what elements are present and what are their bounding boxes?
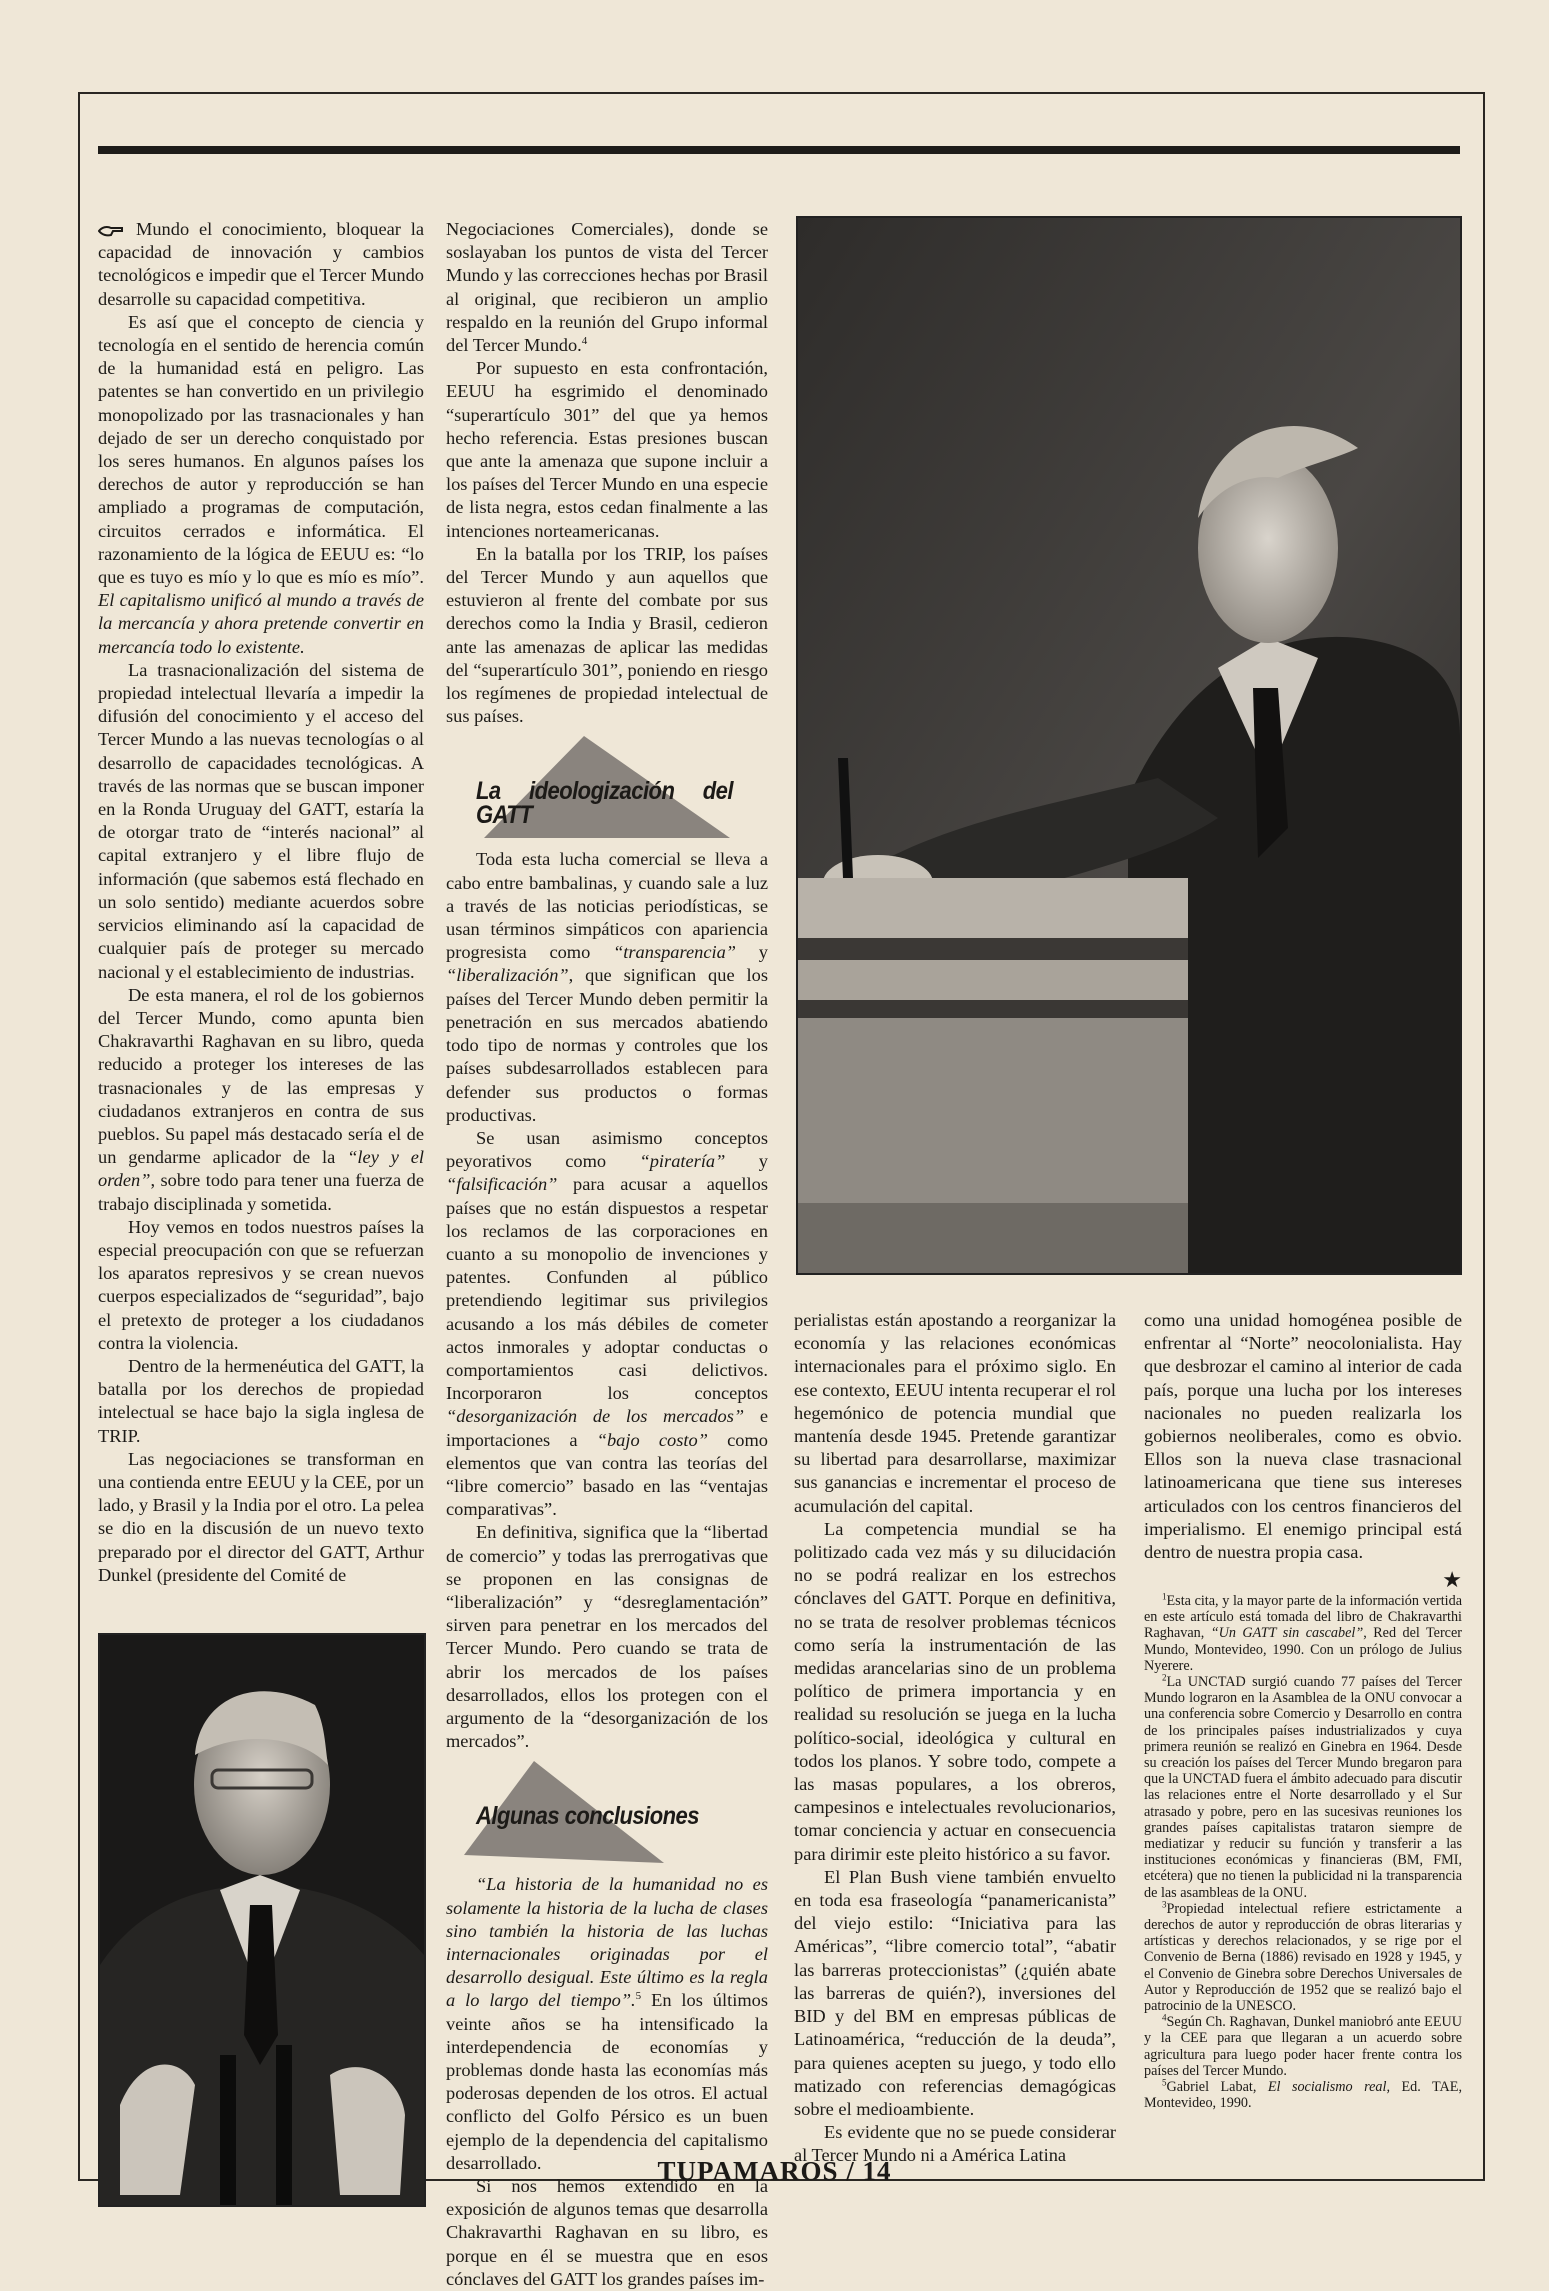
paragraph xyxy=(794,1518,1116,1866)
paragraph-text: Por supuesto en esta confrontación, EEUU ha esgrimido el denominado “superartículo 301” del que ya hemos hecho referencia. Estas presiones buscan que ante la amenaza que supone incluir a los países del Tercer Mundo en una especie de lista negra, estos cedan finalmente a las intenciones norteamericanas. xyxy=(446,358,768,541)
paragraph-text: y xyxy=(758,1151,768,1172)
paragraph-text: La trasnacionalización del sistema de propiedad intelectual llevaría a impedir la difusión del conocimiento y el acceso del Tercer Mundo a las nuevas tecnologías o al desarrollo de capacidades tecnológicas. A través de las normas que se buscan imponer en la Ronda Uruguay del GATT, estaría la de otorgar trato de “interés nacional” al capital extranjero y el libre flujo de información (que sabemos está flechado en un solo sentido) mediante acuerdos sobre servicios eliminando así la capacidad de cualquier país de proteger su mercado nacional y el establecimiento de industrias. xyxy=(98,659,424,982)
paragraph-text: para acusar a aquellos países que no están dispuestos a respetar los reclamos de las corporaciones en cuanto a su monopolio de invenciones y patentes. Confunden al público pretendiendo legitimar sus privilegios acusando a los más débiles de cometer actos inmorales y adoptar conductas o comportamientos casi delictivos. Incorporaron los conceptos xyxy=(446,1174,768,1404)
paragraph xyxy=(794,1866,1116,2121)
paragraph xyxy=(446,543,768,729)
paragraph-text: como elementos que van contra las teorías del “libre comercio” basado en las “ventajas comparativas”. xyxy=(446,1429,768,1520)
article-column-4 xyxy=(1144,1309,1462,1591)
footnote xyxy=(1144,1901,1462,2014)
photo-speaker-at-podium xyxy=(796,216,1462,1275)
paragraph xyxy=(98,984,424,1216)
page-footer: TUPAMAROS / 14 xyxy=(657,2156,892,2186)
paragraph-text: Se usan asimismo conceptos peyorativos como xyxy=(446,1127,768,1172)
footnote-text: Ed. TAE, Montevideo, 1990. xyxy=(1144,2079,1462,2112)
top-rule xyxy=(98,146,1460,154)
paragraph xyxy=(446,1127,768,1521)
footnote-number: 5 xyxy=(1162,2077,1167,2088)
footnote xyxy=(1144,1674,1462,1901)
emphasis-text: “falsificación” xyxy=(446,1174,558,1195)
photo-speaker-portrait xyxy=(98,1633,426,2207)
footnote-text: Gabriel Labat, xyxy=(1166,2079,1257,2096)
section-heading-ideologizacion xyxy=(446,734,768,838)
paragraph-text: En definitiva, significa que la “libertad de comercio” y todas las prerrogativas que se proponen en las consignas de “liberalización” y “desreglamentación” sirven para penetrar en los mercados del Tercer Mundo. Pero cuando se trata de abrir los mercados de los países desarrollados, ellos los protegen con el argumento de la “desorganización de los mercados”. xyxy=(446,1522,768,1752)
paragraph xyxy=(794,1309,1116,1518)
footnote-text: La UNCTAD surgió cuando 77 países del Tercer Mundo lograron en la Asamblea de la ONU convocar a una conferencia sobre Comercio y Desarrollo en contra de los principales países industrializados y cuya primera reunión se realizó en Ginebra en 1964. Desde su creación los países del Tercer Mundo bregaron para que la UNCTAD fuera el ámbito adecuado para discutir las relaciones entre el Norte desarrollado y el Sur atrasado y pobre, pero en las sucesivas reuniones los grandes países capitalistas trataron siempre de mediatizar y reducir su función y transferir a las instituciones económicas y financieras (BM, FMI, etcétera) que no tienen la publicidad ni la transparencia de las asambleas de la ONU. xyxy=(1144,1674,1462,1901)
section-heading-conclusiones xyxy=(446,1759,768,1863)
footnote-number: 1 xyxy=(1162,1591,1167,1602)
paragraph-text: De esta manera, el rol de los gobiernos del Tercer Mundo, como apunta bien Chakravarthi Raghavan en su libro, queda reducido a proteger los intereses de las trasnacionales y de las empresas y ciudadanos extranjeros en contra de sus pueblos. Su papel más destacado sería el de un gendarme aplicador de la xyxy=(98,984,424,1168)
footnote-number: 2 xyxy=(1162,1672,1167,1683)
section-heading-text: Algunas conclusiones xyxy=(476,1802,699,1831)
paragraph xyxy=(1144,1309,1462,1564)
emphasis-text: “ley y el orden” xyxy=(98,1147,424,1191)
emphasis-text: “transparencia” xyxy=(613,942,737,963)
article-column-3 xyxy=(794,1309,1116,2168)
pointing-hand-icon xyxy=(98,224,124,238)
paragraph xyxy=(98,1355,424,1448)
paragraph-text: En la batalla por los TRIP, los países del Tercer Mundo y aun aquellos que estuvieron al frente del combate por sus derechos como la India y Brasil, cedieron ante las amenazas de aplicar las medidas del “superartículo 301”, poniendo en riesgo los regímenes de propiedad intelectual de sus países. xyxy=(446,543,768,727)
emphasis-text: “liberalización” xyxy=(446,965,569,986)
emphasis-text: “piratería” xyxy=(639,1151,726,1172)
paragraph-text: Si nos hemos extendido en la exposición de algunos temas que desarrolla Chakravarthi Raghavan en su libro, es porque en él se muestra que en esos cónclaves del GATT los grandes países im- xyxy=(446,2176,768,2289)
quote-text: “La historia de la humanidad no es solamente la historia de la lucha de clases sino también la historia de las luchas internacionales originadas por el desarrollo desigual. Este último es la regla a lo largo del tiempo”. xyxy=(446,1874,768,2011)
footnote xyxy=(1144,2079,1462,2111)
footnote-italic: El socialismo real, xyxy=(1267,2079,1390,2096)
paragraph-text: Mundo el conocimiento, bloquear la capacidad de innovación y cambios tecnológicos e impedir que el Tercer Mundo desarrolle su capacidad competitiva. xyxy=(98,219,424,309)
footnote xyxy=(1144,2014,1462,2079)
paragraph xyxy=(446,848,768,1126)
paragraph-text: e importaciones a xyxy=(446,1406,768,1450)
footnote-text: Según Ch. Raghavan, Dunkel maniobró ante EEUU y la CEE para que llegaran a un acuerdo sobre agricultura para luego poder hacer frente contra los países del Tercer Mundo. xyxy=(1144,2014,1462,2079)
paragraph-text: Negociaciones Comerciales), donde se soslayaban los puntos de vista del Tercer Mundo y las correcciones hechas por Brasil al original, que recibieron un amplio respaldo en la reunión del Grupo informal del Tercer Mundo. xyxy=(446,219,768,356)
paragraph-text: , sobre todo para tener una fuerza de trabajo disciplinada y sometida. xyxy=(98,1170,424,1214)
footnotes xyxy=(1144,1593,1462,2112)
paragraph xyxy=(446,2175,768,2291)
paragraph-text: Las negociaciones se transforman en una contienda entre EEUU y la CEE, por un lado, y Brasil y la India por el otro. La pelea se dio en la discusión de un nuevo texto preparado por el director del GATT, Arthur Dunkel (presidente del Comité de xyxy=(98,1448,424,1585)
article-column-2 xyxy=(446,218,768,2291)
paragraph xyxy=(446,1873,768,2175)
paragraph-text: como una unidad homogénea posible de enfrentar al “Norte” neocolonialista. Hay que desbrozar el camino al interior de cada país, porque una lucha por los intereses nacionales no pueden realizarla los gobiernos neoliberales, como es obvio. Ellos son la nueva clase trasnacional latinoamericana que tiene sus intereses articulados con los centros financieros del imperialismo. El enemigo principal está dentro de nuestra propia casa. xyxy=(1144,1310,1462,1563)
footnote-number: 4 xyxy=(1162,2012,1167,2023)
footnote-text: , Red del Tercer Mundo, Montevideo, 1990. Con un prólogo de Julius Nyerere. xyxy=(1144,1625,1463,1674)
emphasis-text: “bajo costo” xyxy=(596,1429,708,1450)
paragraph-text: Hoy vemos en todos nuestros países la especial preocupación con que se refuerzan los aparatos represivos y se crean nuevos cuerpos especializados de “seguridad”, bajo el pretexto de proteger a los ciudadanos contra la violencia. xyxy=(98,1216,424,1353)
paragraph-text: El Plan Bush viene también envuelto en toda esa fraseología “panamericanista” del viejo estilo: “Iniciativa para las Américas”, “libre comercio total”, “abatir las barreras proteccionistas” (¿quién abate las barreras de quién?), inversiones del BID y del BM en empresas públicas de Latinoamérica, “reducción de la deuda”, para quienes acepten su juego, y todo ello matizado con referencias demagógicas sobre el medioambiente. xyxy=(794,1866,1116,2119)
paragraph-text: , que significan que los países del Tercer Mundo deben permitir la penetración en sus mercados abatiendo todo tipo de normas y controles que los países subdesarrollados establecen para defender sus productos o formas productivas. xyxy=(446,965,768,1125)
paragraph-text: En los últimos veinte años se ha intensificado la interdependencia de economías y problemas donde hasta las economías más poderosas dependen de los otros. El actual conflicto del Golfo Pérsico es un buen ejemplo de la dependencia del capitalismo desarrollado. xyxy=(446,1990,768,2173)
emphasis-text: El capitalismo unificó al mundo a través de la mercancía y ahora pretende convertir en mercancía todo lo existente. xyxy=(98,590,424,657)
photo-image xyxy=(100,1635,424,2205)
paragraph-text: Es evidente que no se puede considerar al Tercer Mundo ni a América Latina xyxy=(794,2122,1116,2166)
paragraph xyxy=(446,1521,768,1753)
footnote-ref: 5 xyxy=(635,1990,642,2003)
article-column-1 xyxy=(98,218,424,1587)
footnote-text: Esta cita, y la mayor parte de la información vertida en este artículo está tomada del libro de Chakravarthi Raghavan, xyxy=(1144,1593,1462,1642)
paragraph-text: Toda esta lucha comercial se lleva a cabo entre bambalinas, y cuando sale a luz a través de las noticias periodísticas, se usan términos simpáticos con apariencia progresista como xyxy=(446,849,768,963)
paragraph-text: Es así que el concepto de ciencia y tecnología en el sentido de herencia común de la humanidad está en peligro. Las patentes se han convertido en un privilegio monopolizado por las trasnacionales y han dejado de ser un derecho conquistado por los seres humanos. En algunos países los derechos de autor y reproducción se han ampliado a programas de computación, circuitos cerrados e informática. El razonamiento de la lógica de EEUU es: “lo que es tuyo es mío y lo que es mío es mío”. xyxy=(98,311,424,588)
paragraph xyxy=(98,311,424,659)
paragraph xyxy=(98,218,424,311)
star-icon: ★ xyxy=(1442,1567,1462,1593)
paragraph xyxy=(98,1216,424,1355)
paragraph-text: y xyxy=(758,942,768,963)
footnote-ref: 4 xyxy=(581,334,588,347)
photo-image xyxy=(798,218,1460,1273)
paragraph-text: Dentro de la hermenéutica del GATT, la batalla por los derechos de propiedad intelectual se hace bajo la sigla inglesa de TRIP. xyxy=(98,1355,424,1446)
emphasis-text: “desorganización de los mercados” xyxy=(446,1406,745,1427)
section-heading-text: La ideologización del GATT xyxy=(476,777,733,829)
paragraph xyxy=(98,1448,424,1587)
paragraph xyxy=(98,659,424,984)
footnote xyxy=(1144,1593,1462,1674)
paragraph xyxy=(446,218,768,357)
footnote-number: 3 xyxy=(1162,1899,1167,1910)
paragraph xyxy=(446,357,768,543)
paragraph-text: perialistas están apostando a reorganizar la economía y las relaciones económicas internacionales para el próximo siglo. En ese contexto, EEUU intenta recuperar el rol hegemónico de potencia mundial que mantenía desde 1945. Pretende garantizar su libertad para desarrollarse, maximizar sus ganancias e incrementar el proceso de acumulación del capital. xyxy=(794,1310,1116,1516)
footnote-text: Propiedad intelectual refiere estrictamente a derechos de autor y reproducción de obras literarias y artísticas y derechos relacionados, y se rige por el Convenio de Berna (1886) revisado en 1928 y 1945, y el Convenio de Ginebra sobre Derechos Universales de Autor y Reproducción de 1952 que se realizó bajo el patrocinio de la UNESCO. xyxy=(1144,1900,1462,2015)
footnote-italic: “Un GATT sin cascabel” xyxy=(1210,1625,1364,1642)
paragraph-text: La competencia mundial se ha politizado cada vez más y su dilucidación no se podrá realizar en los estrechos cónclaves del GATT. Porque en definitiva, no se trata de resolver problemas técnicos como sería la instrumentación de las medidas arancelarias sino de un problema político de primera importancia y en realidad su resolución se juega en la lucha político-social, ideológica y cultural en todos los planos. Y sobre todo, compete a las masas populares, a los obreros, campesinos e intelectuales revolucionarios, tomar conciencia y actuar en consecuencia para dirimir este pleito histórico a su favor. xyxy=(794,1518,1116,1864)
